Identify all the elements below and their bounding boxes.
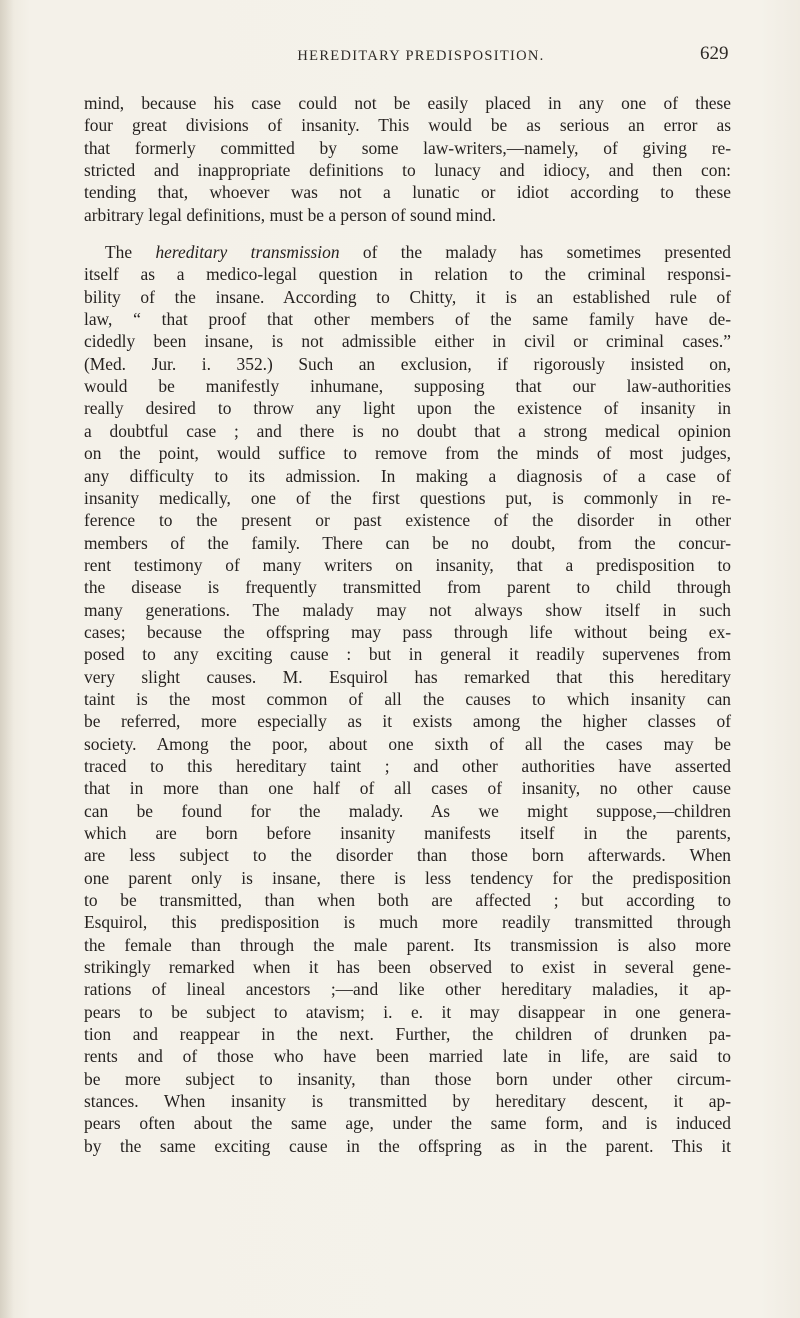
text-line: which are born before insanity manifests itself in the parents, xyxy=(84,823,731,843)
text-line: to be transmitted, than when both are affected ; but according to xyxy=(84,890,731,911)
text-line: one parent only is insane, there is less tendency for the predisposition xyxy=(84,867,731,888)
text-line-first xyxy=(84,241,731,263)
text-line: very slight causes. M. Esquirol has remarked that this hereditary xyxy=(84,666,731,687)
text-line: that formerly committed by some law-writers,—namely, of giving re- xyxy=(84,137,731,158)
text-line: rents and of those who have been married late in life, are said to xyxy=(84,1046,731,1067)
text-line: traced to this hereditary taint ; and other authorities have asserted xyxy=(84,755,731,776)
text-line: stricted and inappropriate definitions to lunacy and idiocy, and then con: xyxy=(84,160,731,181)
body-text xyxy=(84,92,731,1157)
text-line: pears to be subject to atavism; i. e. it may disappear in one genera- xyxy=(84,1001,731,1022)
text-line: rations of lineal ancestors ;—and like other hereditary maladies, it ap- xyxy=(84,979,731,1000)
text-line: the disease is frequently transmitted from parent to child through xyxy=(84,577,731,598)
paragraph-hereditary-transmission xyxy=(84,241,731,1157)
text-line: tending that, whoever was not a lunatic or idiot according to these xyxy=(84,182,731,203)
paragraph-continuation xyxy=(84,92,731,226)
text-line: by the same exciting cause in the offspring as in the parent. This it xyxy=(84,1135,731,1156)
text-line: rent testimony of many writers on insanity, that a predisposition to xyxy=(84,554,731,575)
text-line: four great divisions of insanity. This would be as serious an error as xyxy=(84,115,731,136)
text-line: would be manifestly inhumane, supposing that our law-authorities xyxy=(84,376,731,397)
page-number: 629 xyxy=(700,43,729,64)
text-run: The xyxy=(105,242,156,263)
text-line: tion and reappear in the next. Further, the children of drunken pa- xyxy=(84,1024,731,1045)
text-line: cases; because the offspring may pass through life without being ex- xyxy=(84,621,731,642)
text-line: itself as a medico-legal question in relation to the criminal responsi- xyxy=(84,264,731,285)
text-line: insanity medically, one of the first questions put, is commonly in re- xyxy=(84,487,731,508)
text-line: the female than through the male parent. Its transmission is also more xyxy=(84,934,731,955)
text-line: arbitrary legal definitions, must be a person of sound mind. xyxy=(84,204,496,225)
italic-term: hereditary transmission xyxy=(155,242,340,263)
text-run: of the malady has sometimes presented xyxy=(339,242,731,263)
text-line: a doubtful case ; and there is no doubt that a strong medical opinion xyxy=(84,420,731,441)
text-line: be more subject to insanity, than those born under other circum- xyxy=(84,1068,731,1089)
text-line: (Med. Jur. i. 352.) Such an exclusion, if rigorously insisted on, xyxy=(84,353,731,374)
text-line: are less subject to the disorder than those born afterwards. When xyxy=(84,845,731,866)
text-line: society. Among the poor, about one sixth of all the cases may be xyxy=(84,733,731,754)
text-line: members of the family. There can be no doubt, from the concur- xyxy=(84,532,731,553)
text-line: mind, because his case could not be easily placed in any one of these xyxy=(84,93,731,113)
text-line: Esquirol, this predisposition is much more readily transmitted through xyxy=(84,912,731,933)
text-line: pears often about the same age, under the same form, and is induced xyxy=(84,1113,731,1134)
paragraph-spacing xyxy=(84,226,731,241)
text-line: cidedly been insane, is not admissible either in civil or criminal cases.” xyxy=(84,331,731,352)
text-line: stances. When insanity is transmitted by hereditary descent, it ap- xyxy=(84,1091,731,1112)
text-line: on the point, would suffice to remove from the minds of most judges, xyxy=(84,443,731,464)
text-line: can be found for the malady. As we might suppose,—children xyxy=(84,800,731,821)
text-line: bility of the insane. According to Chitty, it is an established rule of xyxy=(84,286,731,307)
running-head: HEREDITARY PREDISPOSITION. xyxy=(297,48,545,64)
text-line: any difficulty to its admission. In making a diagnosis of a case of xyxy=(84,465,731,486)
text-line: posed to any exciting cause : but in general it readily supervenes from xyxy=(84,644,731,665)
text-line: ference to the present or past existence of the disorder in other xyxy=(84,510,731,531)
text-line: many generations. The malady may not always show itself in such xyxy=(84,599,731,620)
text-line: be referred, more especially as it exists among the higher classes of xyxy=(84,711,731,732)
text-line: law, “ that proof that other members of the same family have de- xyxy=(84,309,731,330)
text-line: taint is the most common of all the causes to which insanity can xyxy=(84,688,731,709)
text-line: really desired to throw any light upon the existence of insanity in xyxy=(84,398,731,419)
text-line: strikingly remarked when it has been observed to exist in several gene- xyxy=(84,957,731,978)
binding-gutter-shadow xyxy=(0,0,14,1318)
text-line: that in more than one half of all cases of insanity, no other cause xyxy=(84,778,731,799)
